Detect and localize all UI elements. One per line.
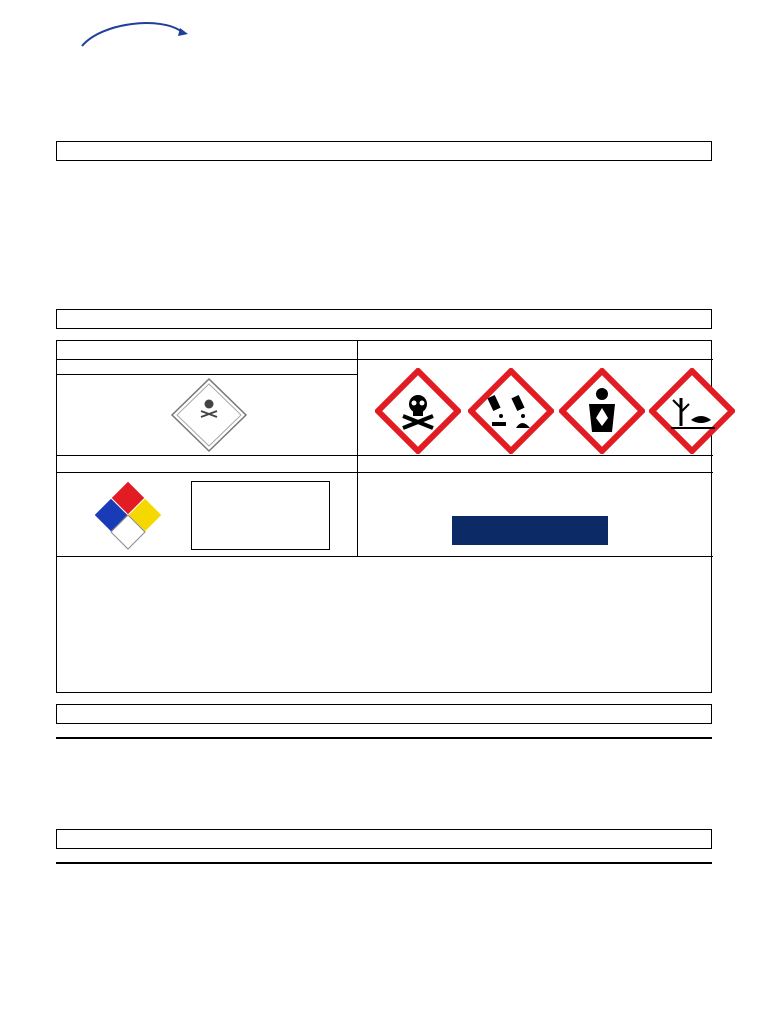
section4-intro — [57, 863, 712, 864]
ghs-health-hazard-icon — [559, 368, 645, 454]
ghs-skull-icon — [375, 368, 461, 454]
winkler-logo — [72, 18, 192, 73]
section2-header — [56, 309, 712, 329]
logo-swoosh-icon — [72, 18, 192, 73]
toxic-diamond-icon — [169, 377, 249, 453]
divider — [57, 359, 357, 360]
desc-title — [57, 557, 65, 574]
divider — [357, 359, 713, 360]
section3-table — [56, 737, 712, 739]
formula-value — [217, 738, 711, 739]
nfpa-diamond-icon — [93, 479, 163, 553]
table-row — [57, 863, 712, 864]
section1-header — [56, 141, 712, 161]
document-header — [0, 0, 768, 80]
divider — [57, 374, 357, 375]
section2-hazard-panel — [56, 340, 712, 693]
desc-title-row — [57, 556, 713, 574]
section4-table — [56, 862, 712, 864]
storage-color-bar — [452, 516, 608, 545]
riesgos-legend — [191, 481, 330, 550]
section4-header — [56, 829, 712, 849]
table-row — [57, 738, 712, 739]
ghs-environment-icon — [649, 368, 735, 454]
divider — [57, 472, 713, 473]
divider — [57, 455, 713, 456]
section3-header — [56, 704, 712, 724]
divider — [357, 341, 358, 556]
ghs-corrosive-icon — [468, 368, 554, 454]
formula-label — [57, 738, 218, 739]
